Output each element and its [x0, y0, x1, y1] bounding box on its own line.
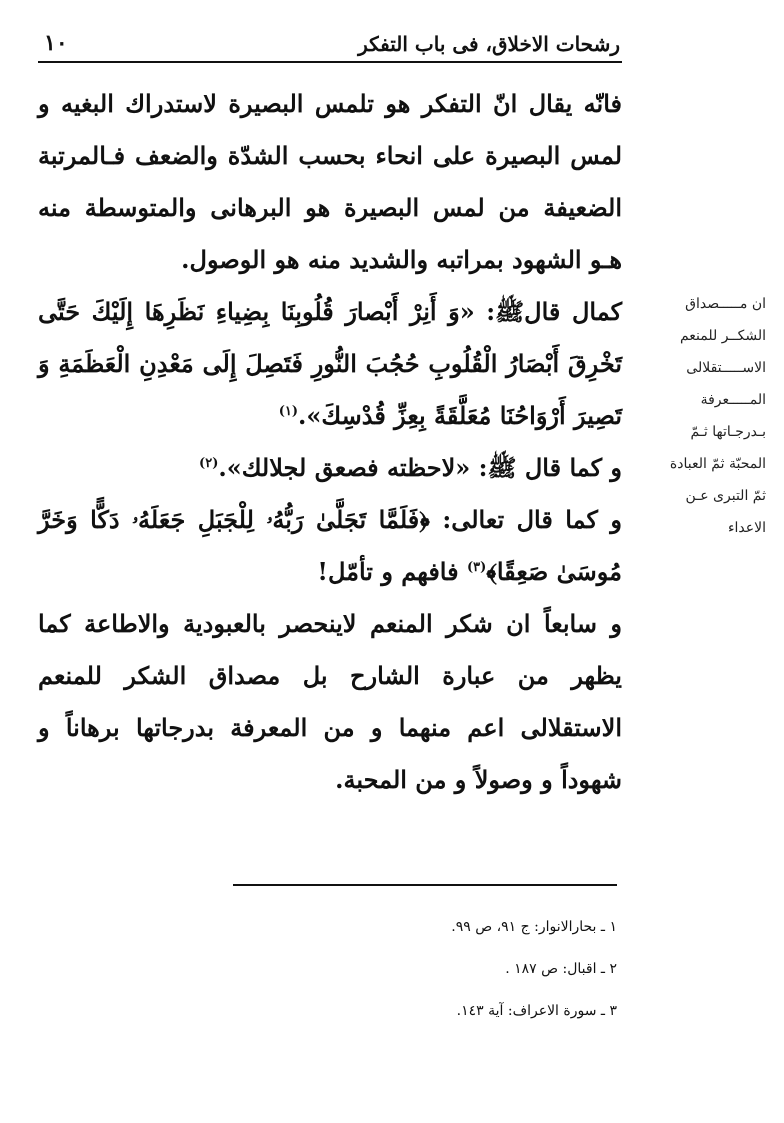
footnote-ref-2: (٢)	[199, 456, 219, 471]
footnote-1: ١ ـ بحارالانوار: ج ٩١، ص ٩٩.	[451, 919, 617, 935]
running-header	[40, 26, 620, 60]
footnote-3: ٣ ـ سورة الاعراف: آية ١٤٣.	[456, 1003, 617, 1019]
paragraph-seventh: و سابعاً ان شكر المنعم لاينحصر بالعبودية والاطاعة كما يظهر من عبارة الشارح بل مصداق الشكر للمنعم الاستقلالى اعم منهما و من المعرفة بدرجاتها برهاناً و شهوداً و وصولاً و من المحبة.	[38, 609, 622, 794]
verse-quote: ﴿فَلَمَّا تَجَلَّىٰ رَبُّهُۥ لِلْجَبَلِ جَعَلَهُۥ دَكًّا وَخَرَّ مُوسَىٰ صَعِقًا﴾	[38, 505, 622, 586]
salutation-mark-2: ﷺ	[487, 454, 517, 482]
supplication-colon: :	[486, 297, 496, 326]
paragraph-hadith	[38, 442, 622, 494]
verse-tail: فافهم و تأمّل!	[317, 557, 459, 586]
footnotes	[233, 906, 617, 1032]
header-rule	[38, 61, 622, 63]
hadith-colon: :	[478, 453, 488, 482]
margin-note-line: الاعداء	[727, 520, 766, 536]
margin-note-line: الاســـــتقلالى	[686, 360, 766, 376]
footnote-ref-3: (٣)	[466, 560, 487, 575]
supplication-quote: «وَ أَنِرْ أَبْصارَ قُلُوبِنَا بِضِياءِ نَظَرِهَا إِلَيْكَ حَتَّى تَخْرِقَ أَبْصَارُ الْقُلُوبِ حُجُبَ النُّورِ فَتَصِلَ إِلَى مَعْدِنِ الْعَظَمَةِ وَ تَصِيرَ أَرْوَاحُنَا مُعَلَّقَةً بِعِزِّ قُدْسِكَ».	[38, 297, 622, 430]
margin-note-line: المحبّة ثمّ العبادة	[669, 456, 766, 472]
footnote-2: ٢ ـ اقبال: ص ١٨٧ .	[505, 961, 617, 977]
paragraph-verse	[38, 494, 622, 598]
footnote-rule	[233, 884, 617, 886]
main-text	[38, 78, 622, 806]
margin-note-line: ثمّ التبرى عـن	[685, 488, 766, 504]
salutation-mark: ﷺ	[495, 298, 525, 326]
running-title: رشحات الاخلاق، فى باب التفكر	[358, 32, 620, 56]
footnote-ref-1: (١)	[278, 404, 299, 419]
margin-note-line: الشكــر للمنعم	[679, 328, 766, 344]
supplication-lead: كمال قال	[524, 297, 622, 326]
margin-note-line: المـــــعرفة	[700, 392, 766, 408]
paragraph-contemplation: فانّه يقال انّ التفكر هو تلمس البصيرة لاستدراك البغيه و لمس البصيرة على انحاء بحسب الشدّة والضعف فـالمرتبة الضعيفة من لمس البصيرة هو البرهانى والمتوسطة منه هـو الشهود بمراتبه والشديد منه هو الوصول.	[38, 89, 622, 274]
paragraph-supplication	[38, 286, 622, 442]
hadith-lead: و كما قال	[524, 453, 622, 482]
margin-note	[636, 288, 766, 544]
margin-note-line: ان مـــــصداق	[685, 296, 766, 312]
margin-note-line: بـدرجـاتها ثـمّ	[690, 424, 766, 440]
verse-lead: و كما قال تعالى:	[442, 505, 622, 534]
page-number: ١٠	[44, 30, 68, 56]
hadith-quote: «لاحظته فصعق لجلالك».	[218, 453, 471, 482]
